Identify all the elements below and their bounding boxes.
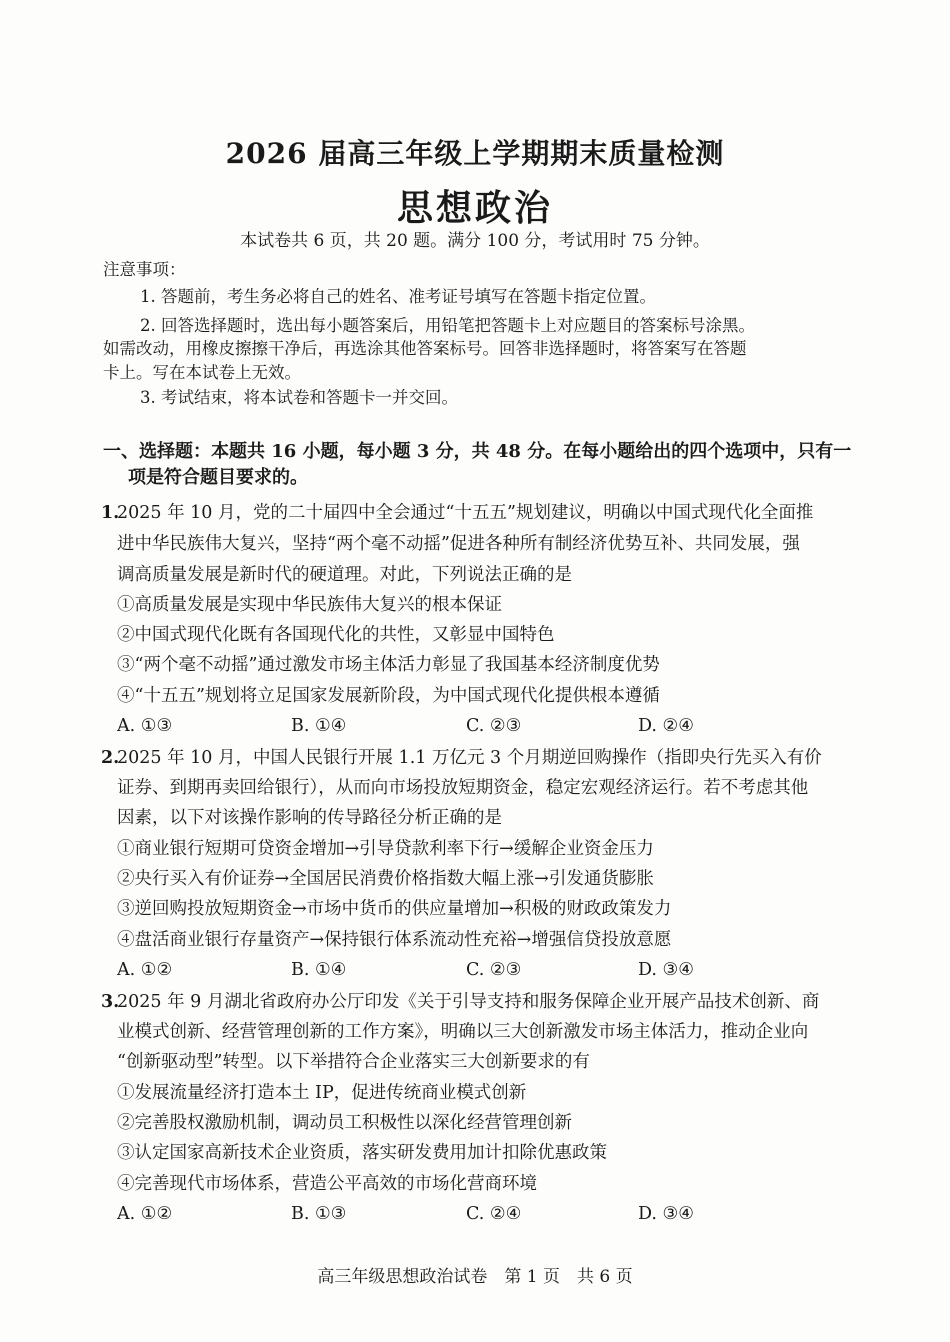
question-number: 1. [101,503,120,523]
question-item: ②央行买入有价证券→全国居民消费价格指数大幅上涨→引发通货膨胀 [117,869,654,889]
option-c: C. ②③ [466,716,522,736]
option-d: D. ②④ [638,716,694,736]
question-stem-line: 证券、到期再卖回给银行），从而向市场投放短期资金，稳定宏观经济运行。若不考虑其他 [117,778,809,798]
question-item: ③“两个毫不动摇”通过激发市场主体活力彰显了我国基本经济制度优势 [117,655,660,675]
option-b: B. ①④ [291,960,347,980]
question-stem-line: 2025 年 9 月湖北省政府办公厅印发《关于引导支持和服务保障企业开展产品技术创新、商 [117,992,820,1012]
option-a: A. ①② [117,960,173,980]
question-item: ④完善现代市场体系，营造公平高效的市场化营商环境 [117,1174,537,1194]
question-number: 2. [101,748,120,768]
question-stem-line: 进中华民族伟大复兴，坚持“两个毫不动摇”促进各种所有制经济优势互补、共同发展，强 [117,534,800,554]
option-a: A. ①② [117,1204,173,1224]
question-item: ④“十五五”规划将立足国家发展新阶段，为中国式现代化提供根本遵循 [117,686,660,706]
notice-heading: 注意事项： [103,260,186,279]
exam-info: 本试卷共 6 页，共 20 题。满分 100 分，考试用时 75 分钟。 [240,231,710,251]
option-c: C. ②④ [466,1204,522,1224]
question-stem-line: 业模式创新、经营管理创新的工作方案》，明确以三大创新激发市场主体活力，推动企业向 [117,1022,809,1042]
exam-title: 2026 届高三年级上学期期末质量检测 [225,137,725,170]
question-item: ②中国式现代化既有各国现代化的共性，又彰显中国特色 [117,625,555,645]
question-item: ④盘活商业银行存量资产→保持银行体系流动性充裕→增强信贷投放意愿 [117,930,672,950]
question-item: ③认定国家高新技术企业资质，落实研发费用加计扣除优惠政策 [117,1143,607,1163]
option-d: D. ③④ [638,960,694,980]
question-stem-line: “创新驱动型”转型。以下举措符合企业落实三大创新要求的有 [117,1052,590,1072]
notice-line: 2. 回答选择题时，选出每小题答案后，用铅笔把答题卡上对应题目的答案标号涂黑。 [140,316,755,335]
question-item: ①发展流量经济打造本土 IP，促进传统商业模式创新 [117,1083,527,1103]
page-footer: 高三年级思想政治试卷 第 1 页 共 6 页 [317,1267,633,1287]
notice-line: 1. 答题前，考生务必将自己的姓名、准考证号填写在答题卡指定位置。 [140,287,656,306]
question-stem-line: 2025 年 10 月，中国人民银行开展 1.1 万亿元 3 个月期逆回购操作（指即央行先买入有价 [117,748,822,768]
option-b: B. ①④ [291,716,347,736]
question-item: ③逆回购投放短期资金→市场中货币的供应量增加→积极的财政政策发力 [117,899,672,919]
option-d: D. ③④ [638,1204,694,1224]
section-heading: 一、选择题：本题共 16 小题，每小题 3 分，共 48 分。在每小题给出的四个选项中，只有一 [103,441,852,462]
question-stem-line: 2025 年 10 月，党的二十届四中全会通过“十五五”规划建议，明确以中国式现代化全面推 [117,503,814,523]
option-c: C. ②③ [466,960,522,980]
notice-line: 如需改动，用橡皮擦擦干净后，再选涂其他答案标号。回答非选择题时，将答案写在答题 [103,339,747,358]
option-a: A. ①③ [117,716,173,736]
notice-line: 3. 考试结束，将本试卷和答题卡一并交回。 [140,388,458,407]
notice-line: 卡上。写在本试卷上无效。 [103,363,301,382]
question-item: ②完善股权激励机制，调动员工积极性以深化经营管理创新 [117,1113,572,1133]
option-b: B. ①③ [291,1204,347,1224]
subject-title: 思想政治 [396,187,553,229]
question-item: ①高质量发展是实现中华民族伟大复兴的根本保证 [117,595,502,615]
question-item: ①商业银行短期可贷资金增加→引导贷款利率下行→缓解企业资金压力 [117,839,654,859]
question-number: 3. [101,992,120,1012]
question-stem-line: 因素，以下对该操作影响的传导路径分析正确的是 [117,808,502,828]
section-heading-cont: 项是符合题目要求的。 [128,467,308,488]
question-stem-line: 调高质量发展是新时代的硬道理。对此，下列说法正确的是 [117,565,572,585]
